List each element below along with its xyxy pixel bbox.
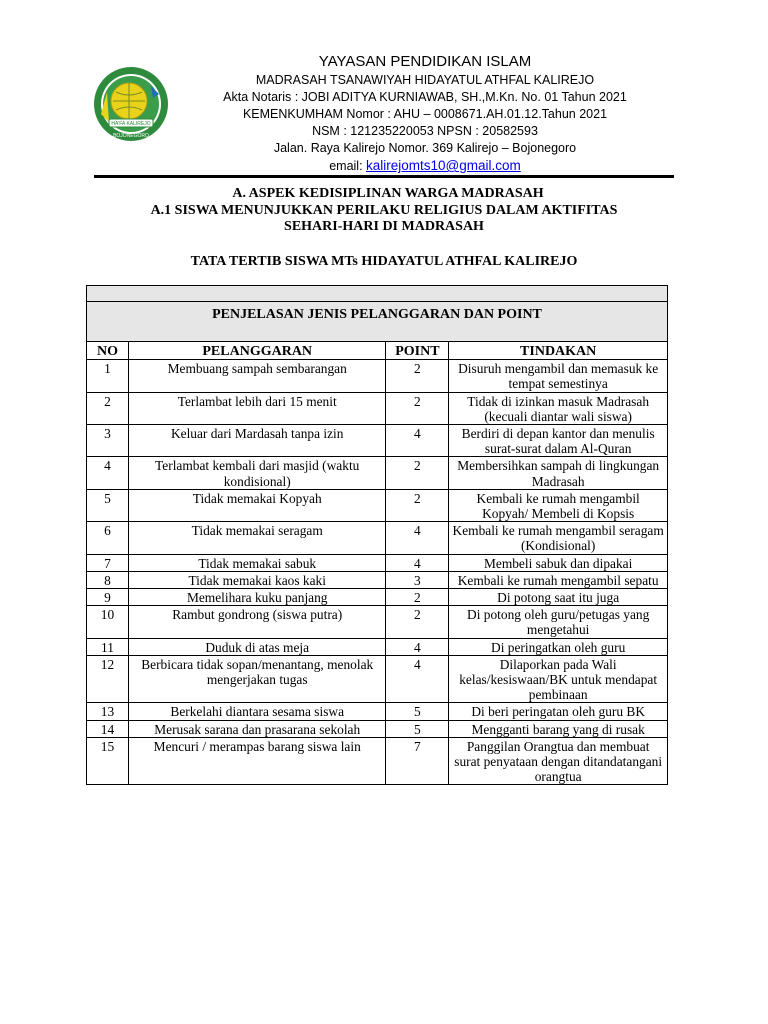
table-row [87, 703, 668, 720]
violation-table [86, 285, 668, 785]
cell-no: 1 [87, 360, 129, 392]
cell-action: Membersihkan sampah di lingkungan Madrasah [449, 457, 668, 489]
logo-ribbon-text: HA'FA KALIREJO [111, 121, 151, 127]
email-label: email: [329, 159, 363, 173]
cell-action: Mengganti barang yang di rusak [449, 720, 668, 737]
rules-title: TATA TERTIB SISWA MTs HIDAYATUL ATHFAL KALIREJO [190, 254, 578, 269]
cell-action: Berdiri di depan kantor dan menulis surat-surat dalam Al-Quran [449, 425, 668, 457]
email-link[interactable]: kalirejomts10@gmail.com [366, 158, 521, 173]
cell-violation: Tidak memakai Kopyah [128, 489, 386, 521]
nsm-npsn: NSM : 121235220053 NPSN : 20582593 [312, 124, 538, 138]
cell-point: 2 [386, 457, 449, 489]
cell-action: Kembali ke rumah mengambil Kopyah/ Membeli di Kopsis [449, 489, 668, 521]
cell-action: Disuruh mengambil dan memasuk ke tempat semestinya [449, 360, 668, 392]
cell-point: 4 [386, 522, 449, 554]
cell-action: Kembali ke rumah mengambil seragam (Kondisional) [449, 522, 668, 554]
cell-action: Kembali ke rumah mengambil sepatu [449, 571, 668, 588]
table-row [87, 720, 668, 737]
cell-no: 10 [87, 606, 129, 638]
table-row [87, 425, 668, 457]
table-row [87, 571, 668, 588]
cell-violation: Keluar dari Mardasah tanpa izin [128, 425, 386, 457]
table-row [87, 522, 668, 554]
cell-point: 5 [386, 720, 449, 737]
notary-info: Akta Notaris : JOBI ADITYA KURNIAWAB, SH.,M.Kn. No. 01 Tahun 2021 [223, 90, 627, 104]
table-row [87, 554, 668, 571]
foundation-name: YAYASAN PENDIDIKAN ISLAM [318, 53, 532, 70]
cell-no: 4 [87, 457, 129, 489]
cell-no: 3 [87, 425, 129, 457]
cell-point: 2 [386, 360, 449, 392]
cell-action: Tidak di izinkan masuk Madrasah (kecuali diantar wali siswa) [449, 392, 668, 424]
email-line [180, 157, 670, 175]
cell-action: Di potong saat itu juga [449, 589, 668, 606]
cell-no: 12 [87, 655, 129, 703]
cell-action: Membeli sabuk dan dipakai [449, 554, 668, 571]
table-spacer-row [87, 286, 668, 302]
cell-no: 11 [87, 638, 129, 655]
col-header-violation: PELANGGARAN [128, 342, 386, 360]
cell-action: Di potong oleh guru/petugas yang mengetahui [449, 606, 668, 638]
table-row [87, 457, 668, 489]
cell-no: 13 [87, 703, 129, 720]
table-title: PENJELASAN JENIS PELANGGARAN DAN POINT [87, 302, 668, 342]
cell-no: 15 [87, 737, 129, 785]
table-row [87, 737, 668, 785]
table-row [87, 392, 668, 424]
cell-violation: Terlambat kembali dari masjid (waktu kondisional) [128, 457, 386, 489]
table-row [87, 360, 668, 392]
table-header-row [87, 342, 668, 360]
cell-action: Di peringatkan oleh guru [449, 638, 668, 655]
letterhead-divider [94, 175, 674, 178]
cell-violation: Berkelahi diantara sesama siswa [128, 703, 386, 720]
cell-violation: Membuang sampah sembarangan [128, 360, 386, 392]
school-logo-icon [93, 64, 169, 148]
table-row [87, 655, 668, 703]
cell-no: 5 [87, 489, 129, 521]
logo-ring-text: BOJONEGORO [113, 133, 149, 139]
cell-no: 2 [87, 392, 129, 424]
cell-violation: Mencuri / merampas barang siswa lain [128, 737, 386, 785]
cell-no: 6 [87, 522, 129, 554]
table-title-row [87, 302, 668, 342]
cell-point: 2 [386, 606, 449, 638]
col-header-action: TINDAKAN [449, 342, 668, 360]
letterhead [180, 52, 670, 175]
cell-point: 3 [386, 571, 449, 588]
table-row [87, 489, 668, 521]
cell-action: Dilaporkan pada Wali kelas/kesiswaan/BK untuk mendapat pembinaan [449, 655, 668, 703]
cell-action: Di beri peringatan oleh guru BK [449, 703, 668, 720]
cell-violation: Terlambat lebih dari 15 menit [128, 392, 386, 424]
table-row [87, 638, 668, 655]
aspect-heading: A. ASPEK KEDISIPLINAN WARGA MADRASAH [232, 186, 544, 201]
cell-point: 2 [386, 489, 449, 521]
cell-action: Panggilan Orangtua dan membuat surat penyataan dengan ditandatangani orangtua [449, 737, 668, 785]
cell-point: 4 [386, 655, 449, 703]
cell-point: 4 [386, 425, 449, 457]
cell-violation: Rambut gondrong (siswa putra) [128, 606, 386, 638]
table-row [87, 589, 668, 606]
cell-violation: Memelihara kuku panjang [128, 589, 386, 606]
school-name: MADRASAH TSANAWIYAH HIDAYATUL ATHFAL KALIREJO [255, 73, 595, 87]
subsection-heading-line1: A.1 SISWA MENUNJUKKAN PERILAKU RELIGIUS DALAM AKTIFITAS [150, 202, 618, 218]
cell-violation: Tidak memakai seragam [128, 522, 386, 554]
cell-violation: Duduk di atas meja [128, 638, 386, 655]
cell-point: 4 [386, 638, 449, 655]
cell-no: 9 [87, 589, 129, 606]
cell-point: 2 [386, 589, 449, 606]
cell-point: 5 [386, 703, 449, 720]
section-headings [94, 186, 674, 236]
school-address: Jalan. Raya Kalirejo Nomor. 369 Kalirejo – Bojonegoro [273, 141, 577, 155]
col-header-point: POINT [386, 342, 449, 360]
cell-point: 2 [386, 392, 449, 424]
cell-no: 8 [87, 571, 129, 588]
col-header-no: NO [87, 342, 129, 360]
cell-point: 4 [386, 554, 449, 571]
cell-violation: Tidak memakai kaos kaki [128, 571, 386, 588]
table-row [87, 606, 668, 638]
cell-no: 7 [87, 554, 129, 571]
cell-violation: Merusak sarana dan prasarana sekolah [128, 720, 386, 737]
cell-point: 7 [386, 737, 449, 785]
cell-no: 14 [87, 720, 129, 737]
kemenkumham-info: KEMENKUMHAM Nomor : AHU – 0008671.AH.01.12.Tahun 2021 [242, 107, 608, 121]
subsection-heading-line2: SEHARI-HARI DI MADRASAH [284, 219, 484, 234]
cell-violation: Berbicara tidak sopan/menantang, menolak mengerjakan tugas [128, 655, 386, 703]
cell-violation: Tidak memakai sabuk [128, 554, 386, 571]
